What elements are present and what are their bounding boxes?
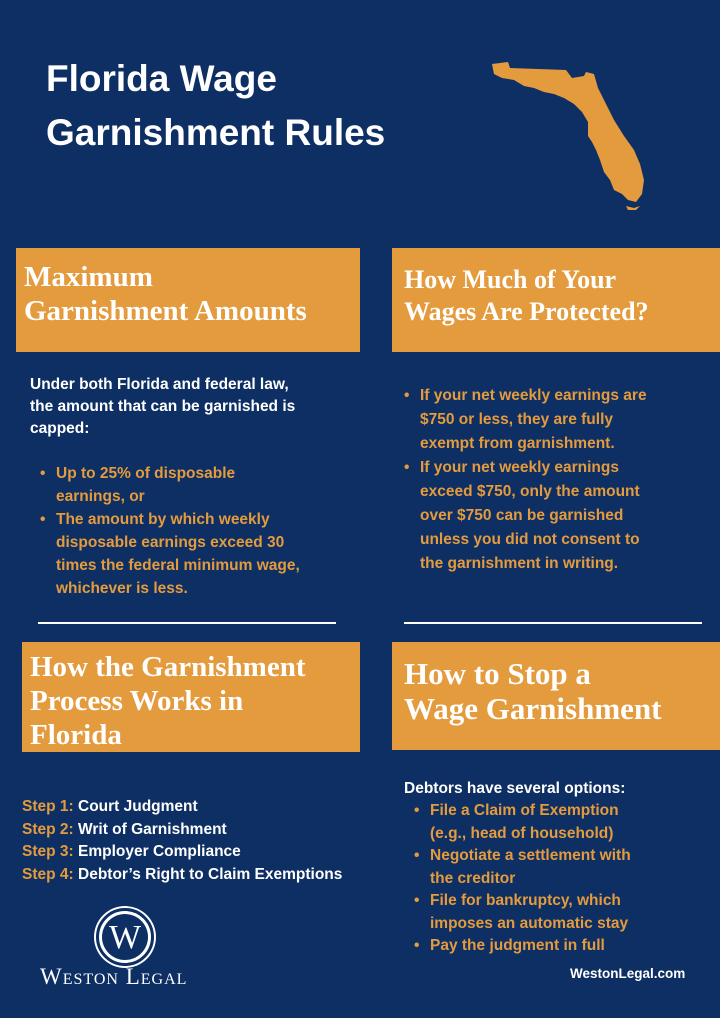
step-label: Step 1: [22,798,74,815]
title-line-2: Garnishment Rules [46,112,386,153]
bullet-icon: • [414,847,420,864]
page-title [46,52,385,160]
list-item [40,508,300,600]
bullet-icon: • [40,511,46,528]
intro-line: the amount that can be garnished is [30,398,296,415]
list-line: File for bankruptcy, which [430,892,621,909]
heading-line: How to Stop a [404,656,591,691]
bullet-icon: • [40,465,46,482]
logo-letter: W [102,914,148,960]
list-line: Up to 25% of disposable [56,465,236,482]
divider [38,622,336,624]
stop-options-list [414,800,631,958]
list-line: The amount by which weekly [56,511,270,528]
bullet-icon: • [404,387,410,404]
heading-max-garnishment [16,248,360,352]
list-item [414,800,631,845]
heading-wages-protected [392,248,720,352]
bullet-icon: • [414,892,420,909]
step-row [22,796,342,819]
list-item [414,935,631,958]
list-line: Pay the judgment in full [430,937,605,954]
step-text: Debtor’s Right to Claim Exemptions [78,865,343,883]
list-line: the creditor [430,869,516,887]
heading-garnishment-process [22,642,360,752]
weston-legal-logo-icon [96,908,154,966]
list-line: unless you did not consent to [420,531,640,548]
list-line: earnings, or [56,488,145,505]
step-label: Step 2: [22,820,74,838]
list-line: times the federal minimum wage, [56,557,300,574]
intro-line: capped: [30,420,90,437]
list-line: the garnishment in writing. [420,555,619,572]
list-item [404,456,647,576]
heading-stop-garnishment [392,642,720,750]
list-line: File a Claim of Exemption [430,802,619,819]
divider [404,622,702,624]
step-label: Step 3: [22,843,74,860]
list-line: $750 or less, they are fully [420,411,613,428]
list-line: disposable earnings exceed 30 [56,534,285,551]
list-line: If your net weekly earnings are [420,387,647,404]
heading-line: Maximum [24,261,153,293]
list-line: exceed $750, only the amount [420,483,640,500]
step-label: Step 4: [22,865,74,883]
process-steps [22,796,342,886]
heading-line: Wage Garnishment [404,691,662,726]
list-line: If your net weekly earnings [420,459,619,476]
list-item [414,845,631,890]
max-amounts-intro [30,374,295,440]
step-row [22,841,342,864]
step-text: Writ of Garnishment [78,820,227,838]
step-text: Court Judgment [78,798,198,815]
stop-intro [404,778,625,800]
list-item [404,384,647,456]
list-item [40,462,300,508]
list-line: (e.g., head of household) [430,824,614,842]
list-line: Negotiate a settlement with [430,847,631,864]
heading-line: How Much of Your [404,265,617,294]
heading-line: Garnishment Amounts [24,295,307,327]
heading-line: How the Garnishment [30,651,306,683]
protected-list [404,384,647,576]
heading-line: Florida [30,719,122,751]
intro-line: Debtors have several options: [404,780,626,797]
list-line: exempt from garnishment. [420,435,615,452]
bullet-icon: • [404,459,410,476]
logo-wordmark: Weston Legal [40,964,188,989]
list-item [414,890,631,935]
step-row [22,819,342,842]
step-text: Employer Compliance [78,843,241,860]
bullet-icon: • [414,937,420,954]
florida-state-icon [488,58,656,218]
title-line-1: Florida Wage [46,58,277,99]
heading-line: Wages Are Protected? [404,297,649,326]
list-line: whichever is less. [56,580,188,597]
list-line: over $750 can be garnished [420,507,624,524]
list-line: imposes an automatic stay [430,914,629,932]
max-amounts-list [40,462,300,600]
intro-line: Under both Florida and federal law, [30,376,289,393]
heading-line: Process Works in [30,685,244,717]
website-link[interactable]: WestonLegal.com [570,966,686,981]
step-row [22,864,342,887]
bullet-icon: • [414,802,420,819]
